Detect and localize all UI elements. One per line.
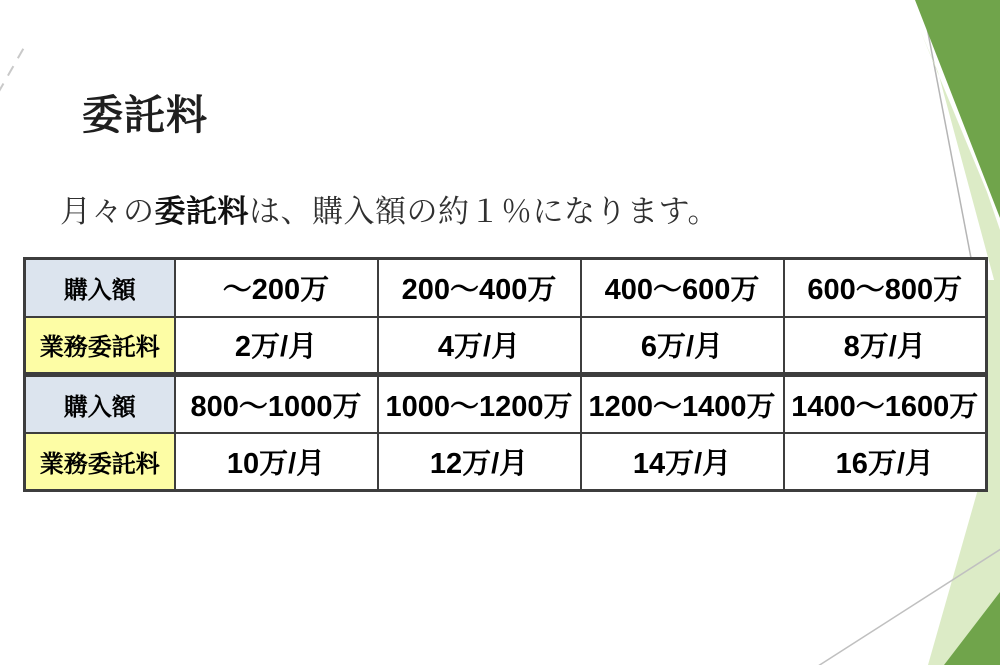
- table-row-purchase-2: [25, 375, 987, 433]
- commission-fee-table: [23, 257, 988, 492]
- row-header-purchase: 購入額: [25, 375, 175, 433]
- table-cell-purchase-range: 400～600万: [581, 259, 784, 317]
- table-cell-fee-amount: 6万/月: [581, 317, 784, 375]
- table-cell-purchase-range: 600～800万: [784, 259, 987, 317]
- table-cell-fee-amount: 12万/月: [378, 433, 581, 491]
- table-cell-fee-amount: 4万/月: [378, 317, 581, 375]
- subtitle-text-prefix: 月々の: [60, 194, 155, 229]
- row-header-purchase: 購入額: [25, 259, 175, 317]
- table-cell-purchase-range: 200～400万: [378, 259, 581, 317]
- table-cell-purchase-range: ～200万: [175, 259, 378, 317]
- table-row-fee-2: [25, 433, 987, 491]
- table-cell-fee-amount: 10万/月: [175, 433, 378, 491]
- subtitle-text-emphasis: 委託料: [154, 194, 249, 229]
- corner-accent-line-top-left: [0, 44, 26, 93]
- table-cell-purchase-range: 1400～1600万: [784, 375, 987, 433]
- table-cell-purchase-range: 1000～1200万: [378, 375, 581, 433]
- slide-subtitle: [60, 186, 719, 231]
- slide-title: 委託料: [82, 92, 208, 138]
- row-header-fee: 業務委託料: [25, 433, 175, 491]
- row-header-fee: 業務委託料: [25, 317, 175, 375]
- table-cell-fee-amount: 2万/月: [175, 317, 378, 375]
- table-cell-purchase-range: 800～1000万: [175, 375, 378, 433]
- table-cell-fee-amount: 8万/月: [784, 317, 987, 375]
- table-cell-fee-amount: 16万/月: [784, 433, 987, 491]
- table-row-fee-1: [25, 317, 987, 375]
- table-row-purchase-1: [25, 259, 987, 317]
- table-cell-fee-amount: 14万/月: [581, 433, 784, 491]
- table-cell-purchase-range: 1200～1400万: [581, 375, 784, 433]
- subtitle-text-suffix: は、購入額の約１％になります。: [249, 194, 720, 229]
